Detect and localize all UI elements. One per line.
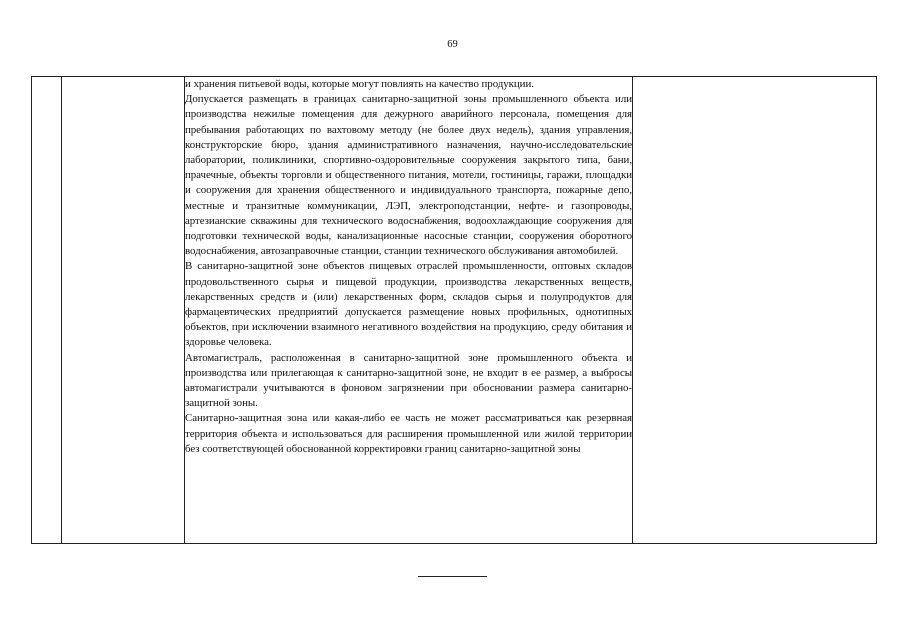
paragraph-continuation: и хранения питьевой воды, которые могут повлиять на качество продукции. (185, 78, 534, 90)
page-number: 69 (447, 39, 458, 50)
requirements-text-cell (185, 77, 633, 544)
paragraph-food-industry: В санитарно-защитной зоне объектов пищевых отраслей промышленности, оптовых складов продовольственного сырья и пищевой продукции, производства лекарственных веществ, лекарственных средств и (или) лекарственных форм, складов сырья и полупродуктов для фармацевтических предприятий допускается размещение новых профильных, однотипных объектов, при исключении взаимного негативного воздействия на продукцию, среду обитания и здоровье человека. (185, 260, 632, 349)
regulation-table (31, 76, 877, 544)
footer-divider (418, 576, 487, 577)
paragraph-highway: Автомагистраль, расположенная в санитарно-защитной зоне промышленного объекта и производства или прилегающая к санитарно-защитной зоне, не входит в ее размер, а выбросы автомагистрали учитываются в фоновом загрязнении при обосновании размера санитарно-защитной зоны. (185, 351, 632, 410)
table-row (32, 77, 877, 544)
paragraph-allowed-buildings: Допускается размещать в границах санитарно-защитной зоны промышленного объекта или производства нежилые помещения для дежурного аварийного персонала, помещения для пребывания работающих по вахтовому методу (не более двух недель), здания управления, конструкторские бюро, здания административного назначения, научно-исследовательские лаборатории, поликлиники, спортивно-оздоровительные сооружения закрытого типа, бани, прачечные, объекты торговли и общественного питания, мотели, гостиницы, гаражи, площадки и сооружения для хранения общественного и индивидуального транспорта, пожарные депо, местные и транзитные коммуникации, ЛЭП, электроподстанции, нефте- и газопроводы, артезианские скважины для технического водоснабжения, водоохлаждающие сооружения для подготовки технической воды, канализационные насосные станции, сооружения оборотного водоснабжения, автозаправочные станции, станции технического обслуживания автомобилей. (185, 93, 632, 258)
paragraph-reserve-territory: Санитарно-защитная зона или какая-либо ее часть не может рассматриваться как резервная территория объекта и использоваться для расширения промышленной или жилой территории без соответствующей обоснованной корректировки границ санитарно-защитной зоны (185, 412, 632, 455)
notes-cell (633, 77, 877, 544)
number-cell (32, 77, 62, 544)
name-cell (62, 77, 185, 544)
